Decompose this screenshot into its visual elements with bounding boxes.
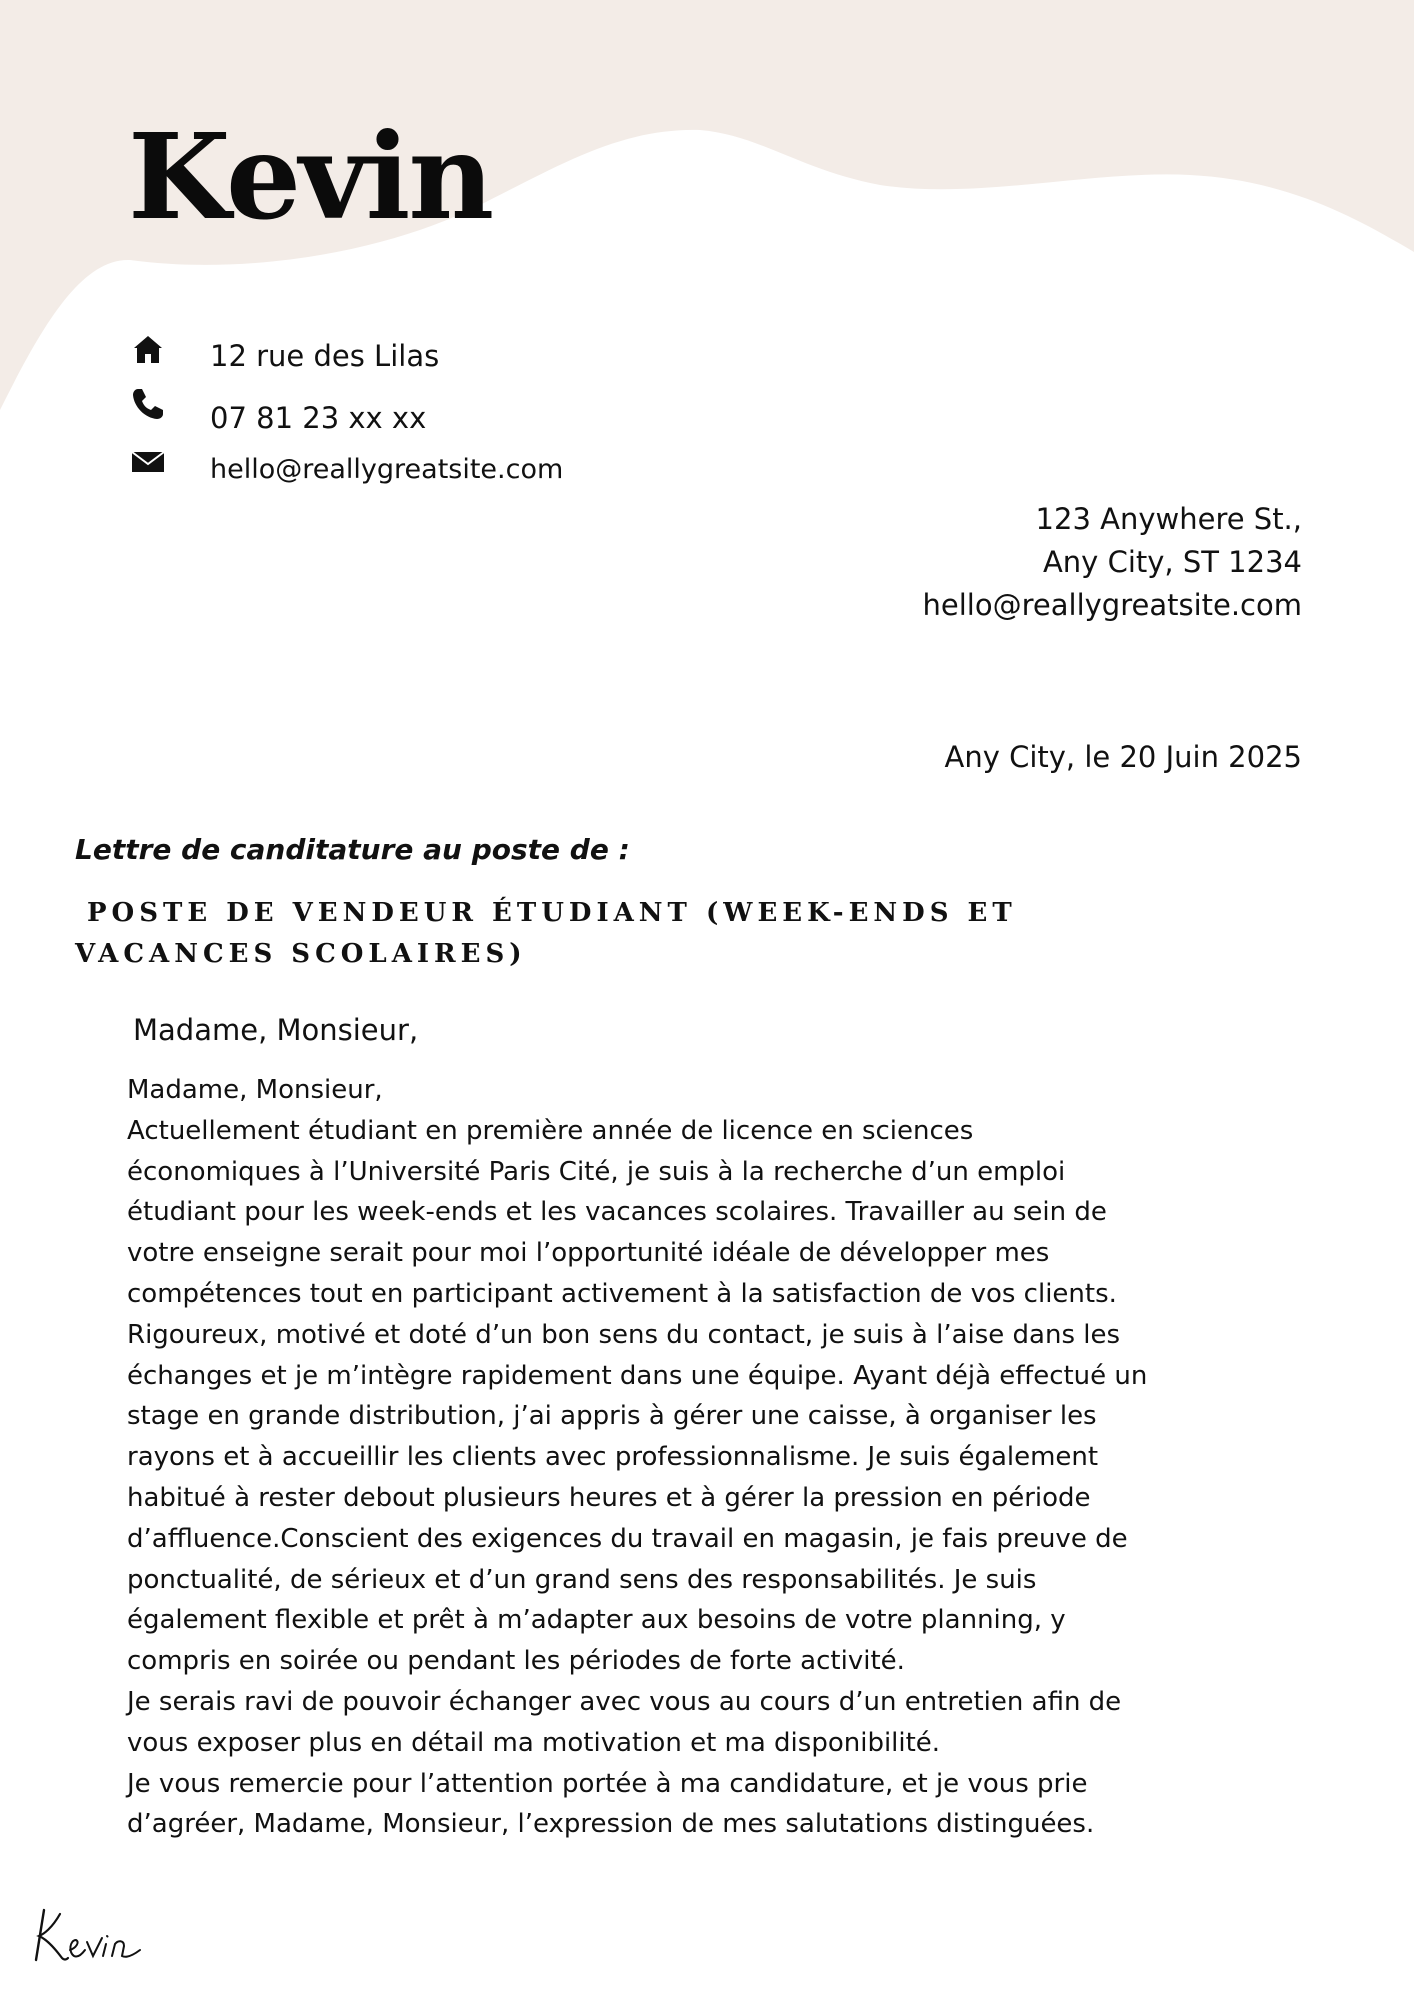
body-line: Actuellement étudiant en première année de licence en sciences (127, 1115, 974, 1146)
recipient-line: Any City, ST 1234 (1042, 545, 1302, 579)
phone-icon (130, 386, 166, 422)
job-title: POSTE DE VENDEUR ÉTUDIANT (WEEK-ENDS ET VACANCES SCOLAIRES) (75, 898, 1017, 969)
handwritten-signature (30, 1900, 150, 1972)
contact-phone (130, 398, 730, 438)
applicant-name: Kevin (128, 107, 493, 246)
body-line: vous exposer plus en détail ma motivation et ma disponibilité. (127, 1727, 941, 1758)
body-line: stage en grande distribution, j’ai appris à gérer une caisse, à organiser les (127, 1401, 1097, 1432)
date-line: Any City, le 20 Juin 2025 (944, 740, 1302, 774)
body-line: également flexible et prêt à m’adapter aux besoins de votre planning, y (127, 1605, 1066, 1636)
body-line: d’agréer, Madame, Monsieur, l’expression de mes salutations distinguées. (127, 1809, 1095, 1840)
contact-phone-text: 07 81 23 xx xx (210, 401, 427, 435)
body-line: rayons et à accueillir les clients avec professionnalisme. Je suis également (127, 1442, 1099, 1473)
body-line: votre enseigne serait pour moi l’opportunité idéale de développer mes (127, 1238, 1050, 1269)
body-line: Madame, Monsieur, (127, 1075, 383, 1105)
contact-address-text: 12 rue des Lilas (210, 339, 440, 373)
salutation: Madame, Monsieur, (133, 1013, 419, 1047)
home-icon (130, 332, 166, 368)
body-line: d’affluence.Conscient des exigences du travail en magasin, je fais preuve de (127, 1523, 1128, 1554)
recipient-line: hello@reallygreatsite.com (922, 588, 1302, 622)
subject-intro: Lettre de canditature au poste de : (75, 833, 630, 866)
body-line: étudiant pour les week-ends et les vacances scolaires. Travailler au sein de (127, 1197, 1107, 1228)
contact-email-text: hello@reallygreatsite.com (210, 454, 564, 485)
body-line: compris en soirée ou pendant les périodes de forte activité. (127, 1646, 905, 1677)
letter-body (127, 1070, 1287, 1845)
contact-address (130, 336, 730, 376)
body-line: échanges et je m’intègre rapidement dans une équipe. Ayant déjà effectué un (127, 1360, 1148, 1391)
mail-icon (130, 444, 166, 480)
body-line: habitué à rester debout plusieurs heures et à gérer la pression en période (127, 1482, 1091, 1513)
body-line: Rigoureux, motivé et doté d’un bon sens du contact, je suis à l’aise dans les (127, 1319, 1121, 1350)
recipient-line: 123 Anywhere St., (1035, 502, 1302, 536)
body-line: Je vous remercie pour l’attention portée à ma candidature, et je vous prie (127, 1768, 1088, 1799)
body-line: ponctualité, de sérieux et d’un grand sens des responsabilités. Je suis (127, 1564, 1037, 1595)
body-line: compétences tout en participant activement à la satisfaction de vos clients. (127, 1278, 1117, 1309)
body-line: Je serais ravi de pouvoir échanger avec vous au cours d’un entretien afin de (127, 1686, 1122, 1717)
body-line: économiques à l’Université Paris Cité, je suis à la recherche d’un emploi (127, 1156, 1066, 1187)
contact-email (130, 450, 730, 490)
recipient-address (923, 498, 1302, 627)
